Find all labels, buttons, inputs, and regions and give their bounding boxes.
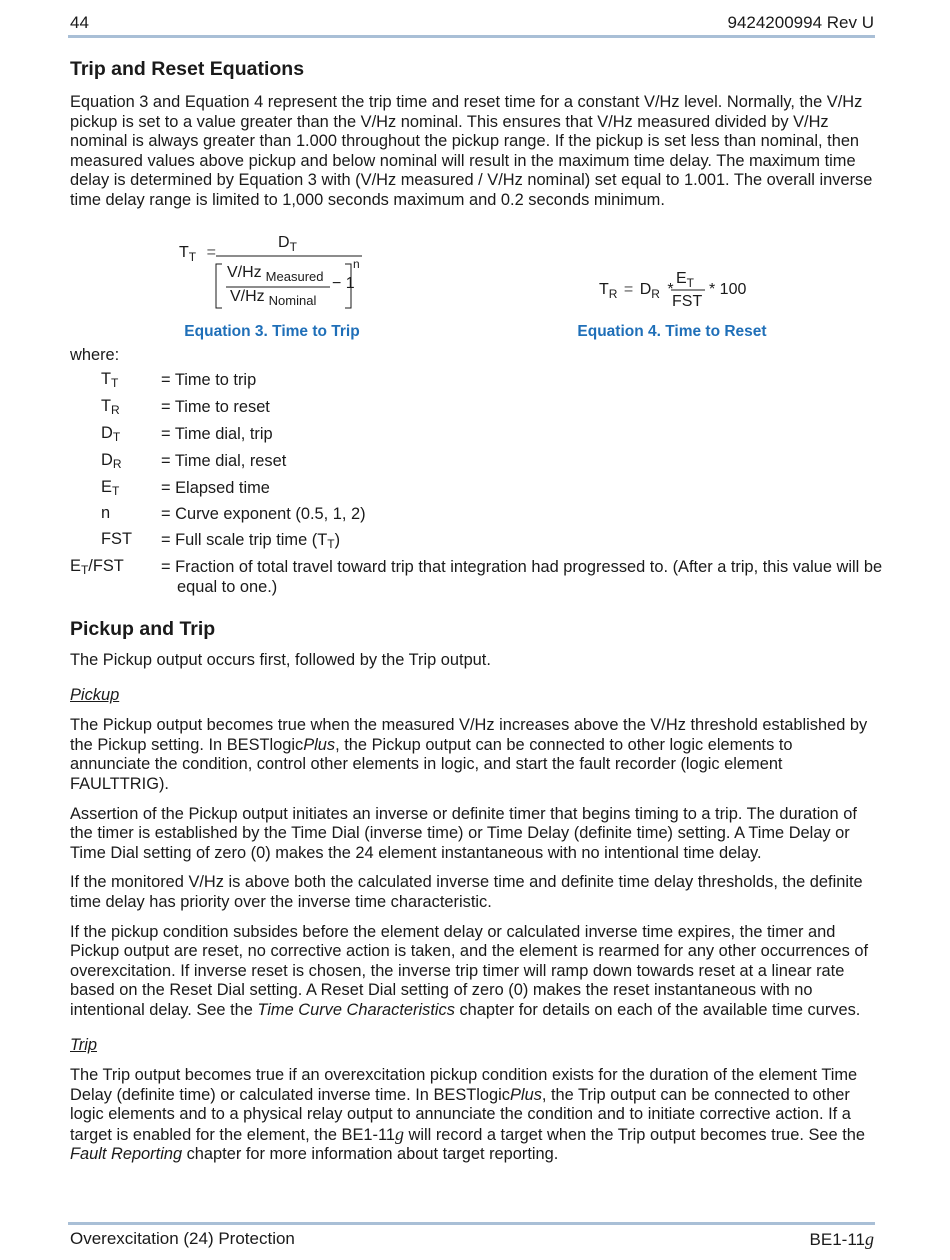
equations-svg — [70, 230, 876, 315]
trip-subheading: Trip — [70, 1035, 98, 1054]
eq3-minus-one: − 1 — [332, 275, 355, 292]
section-title-trip-reset: Trip and Reset Equations — [70, 58, 305, 80]
equation3-caption: Equation 3. Time to Trip — [184, 323, 360, 340]
section-pickup-trip — [70, 618, 876, 1165]
section-intro-paragraph: Equation 3 and Equation 4 represent the trip time and reset time for a constant V/Hz level. Normally, the V/Hz pickup is set to a value greater than the V/Hz nominal. This ensures that V/Hz measured divided by V/Hz nominal is always greater than 1.000 throughout the pickup range. If the pickup is set less than nominal, then measured values above pickup and below nominal will result in the maximum time delay. The maximum time delay is determined by Equation 3 with (V/Hz measured / V/Hz nominal) set equal to 1.001. The overall inverse time delay range is limited to 1,000 seconds maximum and 0.2 seconds minimum. — [70, 93, 873, 209]
page-number: 44 — [70, 13, 89, 32]
definition-row: ET/FST = Fraction of total travel toward trip that integration had progressed to. (After a trip, this value will be equal to one.) — [70, 557, 883, 596]
where-label: where: — [70, 346, 120, 364]
eq3-lhs: $T_T$ = — [179, 244, 216, 264]
section-trip-reset — [70, 58, 876, 211]
eq3-numerator: $D_T$ — [278, 234, 297, 254]
page-header — [70, 13, 874, 33]
pickup-paragraph-4: If the pickup condition subsides before the element delay or calculated inverse time expires, the timer and Pickup output are reset, no corrective action is taken, and the element is rearmed for any other occurrences of overexcitation. If inverse reset is chosen, the inverse trip timer will ramp down towards reset at a linear rate based on the Reset Dial setting. A Reset Dial setting of zero (0) makes the reset instantaneous with no intentional delay. See the Time Curve Characteristics chapter for details on each of the available time curves. — [70, 922, 869, 1019]
equation4-caption: Equation 4. Time to Reset — [577, 323, 767, 340]
definition-row: TR = Time to reset — [101, 397, 270, 417]
definition-row: DT = Time dial, trip — [101, 424, 273, 444]
definition-row: DR = Time dial, reset — [101, 451, 287, 471]
definition-row: n = Curve exponent (0.5, 1, 2) — [101, 504, 366, 523]
eq3-exponent: n — [353, 257, 360, 271]
eq4-lhs: $T_R = D_R$ * — [599, 281, 674, 301]
eq4-tail: * 100 — [709, 281, 747, 298]
pickup-trip-intro: The Pickup output occurs first, followed by the Trip output. — [70, 651, 491, 669]
footer-product-name: BE1-11g — [809, 1229, 874, 1249]
trip-paragraph: The Trip output becomes true if an overexcitation pickup condition exists for the duration of the element Time Delay (definite time) or calculated inverse time. In BESTlogicPlus, the Trip output can be connected to other logic elements and to a physical relay output to annunciate the condition and to initiate corrective action. If a target is enabled for the element, the BE1-11g will record a target when the Trip output becomes true. See the Fault Reporting chapter for more information about target reporting. — [70, 1066, 865, 1164]
eq4-denominator: FST — [672, 293, 703, 310]
footer-chapter-title: Overexcitation (24) Protection — [70, 1229, 295, 1248]
eq3-nominal: V/Hz $_{Nominal}$ — [230, 288, 317, 308]
definition-row: FST = Full scale trip time (TT) — [101, 530, 341, 551]
eq3-left-bracket — [216, 264, 222, 308]
pickup-subheading: Pickup — [70, 685, 120, 704]
footer-rule — [68, 1222, 875, 1225]
section-title-pickup-trip: Pickup and Trip — [70, 618, 216, 640]
page-footer — [70, 1229, 874, 1250]
pickup-paragraph-2: Assertion of the Pickup output initiates an inverse or definite timer that begins timing to a trip. The duration of the timer is established by the Time Dial (inverse time) or Time Delay (definite time) setting. A Time Delay or Time Dial setting of zero (0) makes the 24 element instantaneous with no intentional time delay. — [70, 804, 857, 862]
equations-block — [70, 230, 876, 348]
eq4-numerator: $E_T$ — [676, 270, 695, 290]
header-rule — [68, 35, 875, 38]
definition-row: ET = Elapsed time — [101, 478, 270, 498]
document-id: 9424200994 Rev U — [727, 13, 874, 32]
pickup-paragraph-1: The Pickup output becomes true when the measured V/Hz increases above the V/Hz threshold established by the Pickup setting. In BESTlogicPlus, the Pickup output can be connected to other logic elements to annunciate the condition, control other elements in logic, and start the fault recorder (logic element FAULTTRIG). — [70, 716, 868, 793]
pickup-paragraph-3: If the monitored V/Hz is above both the calculated inverse time and definite time delay thresholds, the definite time delay has priority over the inverse time characteristic. — [70, 873, 863, 911]
definition-row: TT = Time to trip — [101, 370, 257, 390]
where-label-block — [70, 346, 876, 366]
eq3-measured: V/Hz $_{Measured}$ — [227, 264, 324, 284]
